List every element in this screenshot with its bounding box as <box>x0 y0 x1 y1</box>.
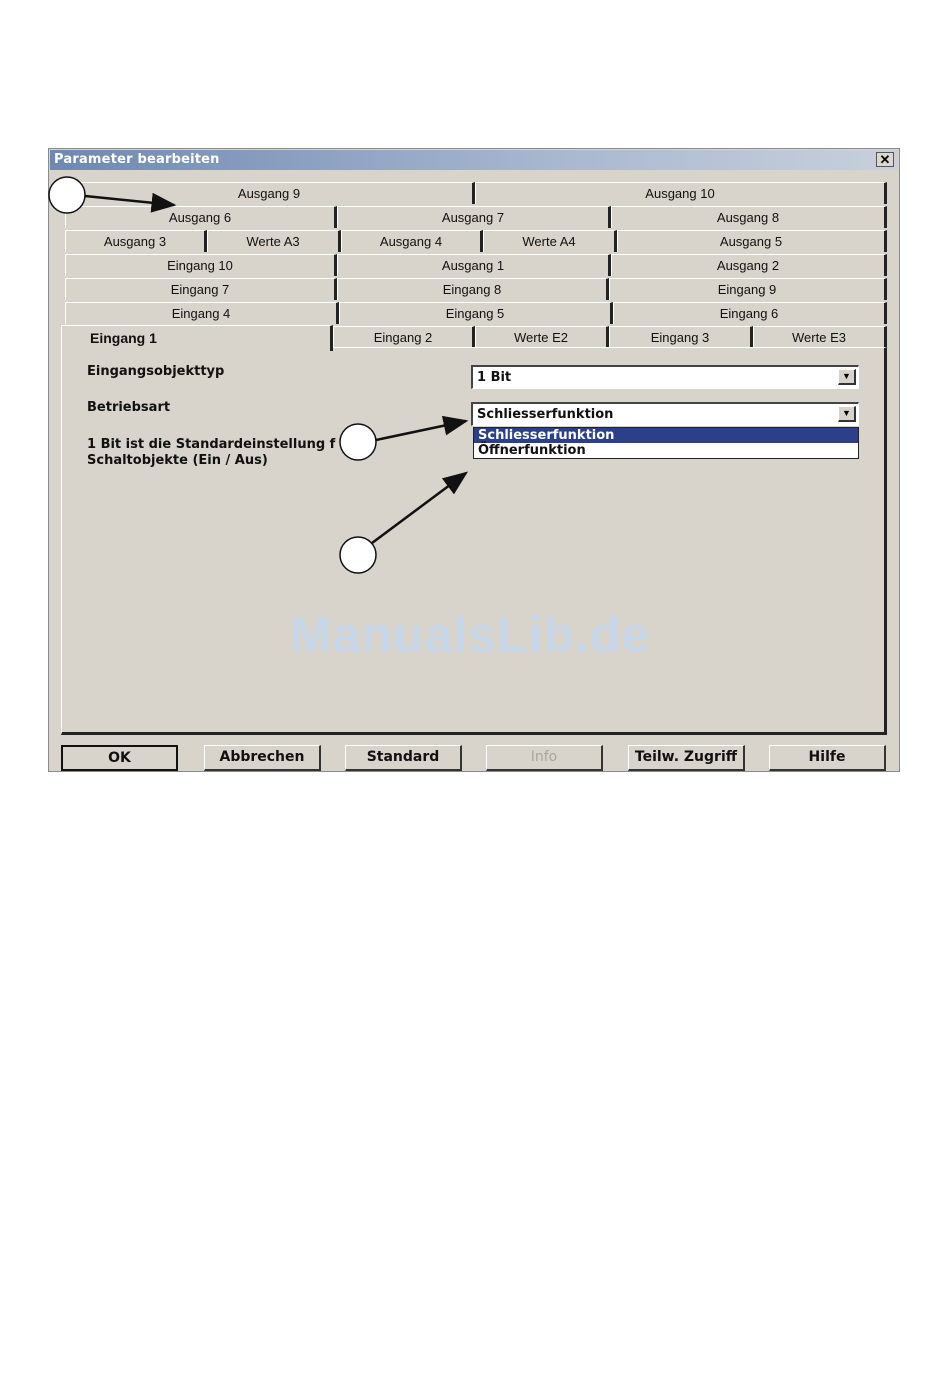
chevron-down-icon[interactable]: ▼ <box>838 369 856 385</box>
watermark: ManualsLib.de <box>290 607 651 663</box>
tab-ausgang-4[interactable]: Ausgang 4 <box>341 230 483 252</box>
tab-werte-a4[interactable]: Werte A4 <box>483 230 617 252</box>
tab-eingang-10[interactable]: Eingang 10 <box>65 254 337 276</box>
chevron-down-icon[interactable]: ▼ <box>838 406 856 422</box>
callout-circle-2 <box>340 424 376 460</box>
tab-werte-a3[interactable]: Werte A3 <box>207 230 341 252</box>
close-button[interactable]: ✕ <box>876 152 894 167</box>
tab-werte-e3[interactable]: Werte E3 <box>753 326 887 348</box>
hilfe-button[interactable]: Hilfe <box>769 745 886 771</box>
tab-eingang-4[interactable]: Eingang 4 <box>65 302 339 324</box>
tab-ausgang-9[interactable]: Ausgang 9 <box>65 182 475 204</box>
callout-circle-1 <box>49 177 85 213</box>
tab-werte-e2[interactable]: Werte E2 <box>475 326 609 348</box>
tab-eingang-2[interactable]: Eingang 2 <box>333 326 475 348</box>
tab-ausgang-1[interactable]: Ausgang 1 <box>337 254 611 276</box>
tab-ausgang-8[interactable]: Ausgang 8 <box>611 206 887 228</box>
tab-eingang-6[interactable]: Eingang 6 <box>613 302 887 324</box>
tab-ausgang-5[interactable]: Ausgang 5 <box>617 230 887 252</box>
tab-ausgang-10[interactable]: Ausgang 10 <box>475 182 887 204</box>
tab-ausgang-6[interactable]: Ausgang 6 <box>65 206 337 228</box>
betriebsart-value: Schliesserfunktion <box>477 407 614 422</box>
teilw-zugriff-button[interactable]: Teilw. Zugriff <box>628 745 745 771</box>
betriebsart-label: Betriebsart <box>87 400 171 415</box>
callout-circle-3 <box>340 537 376 573</box>
eingangsobjekttyp-value: 1 Bit <box>477 370 512 385</box>
tab-ausgang-3[interactable]: Ausgang 3 <box>65 230 207 252</box>
option-oeffnerfunktion[interactable]: Öffnerfunktion <box>478 443 586 458</box>
tab-ausgang-7[interactable]: Ausgang 7 <box>337 206 611 228</box>
callout-arrow-2 <box>376 421 466 440</box>
ok-button[interactable]: OK <box>61 745 178 771</box>
callout-arrow-3 <box>372 473 466 543</box>
tab-eingang-9[interactable]: Eingang 9 <box>609 278 887 300</box>
tab-ausgang-2[interactable]: Ausgang 2 <box>611 254 887 276</box>
tab-eingang-7[interactable]: Eingang 7 <box>65 278 337 300</box>
dialog-title: Parameter bearbeiten <box>54 152 220 167</box>
option-schliesserfunktion[interactable]: Schliesserfunktion <box>474 428 858 443</box>
callout-arrow-1 <box>85 196 174 205</box>
info-button: Info <box>486 745 603 771</box>
info-text-line-2: Schaltobjekte (Ein / Aus) <box>87 453 268 468</box>
abbrechen-button[interactable]: Abbrechen <box>204 745 321 771</box>
tab-eingang-8[interactable]: Eingang 8 <box>337 278 609 300</box>
tab-eingang-5[interactable]: Eingang 5 <box>339 302 613 324</box>
info-text-line-1: 1 Bit ist die Standardeinstellung f <box>87 437 336 452</box>
eingangsobjekttyp-label: Eingangsobjekttyp <box>87 364 225 379</box>
tab-eingang-3[interactable]: Eingang 3 <box>609 326 753 348</box>
tab-eingang-1[interactable]: Eingang 1 <box>61 325 333 351</box>
standard-button[interactable]: Standard <box>345 745 462 771</box>
